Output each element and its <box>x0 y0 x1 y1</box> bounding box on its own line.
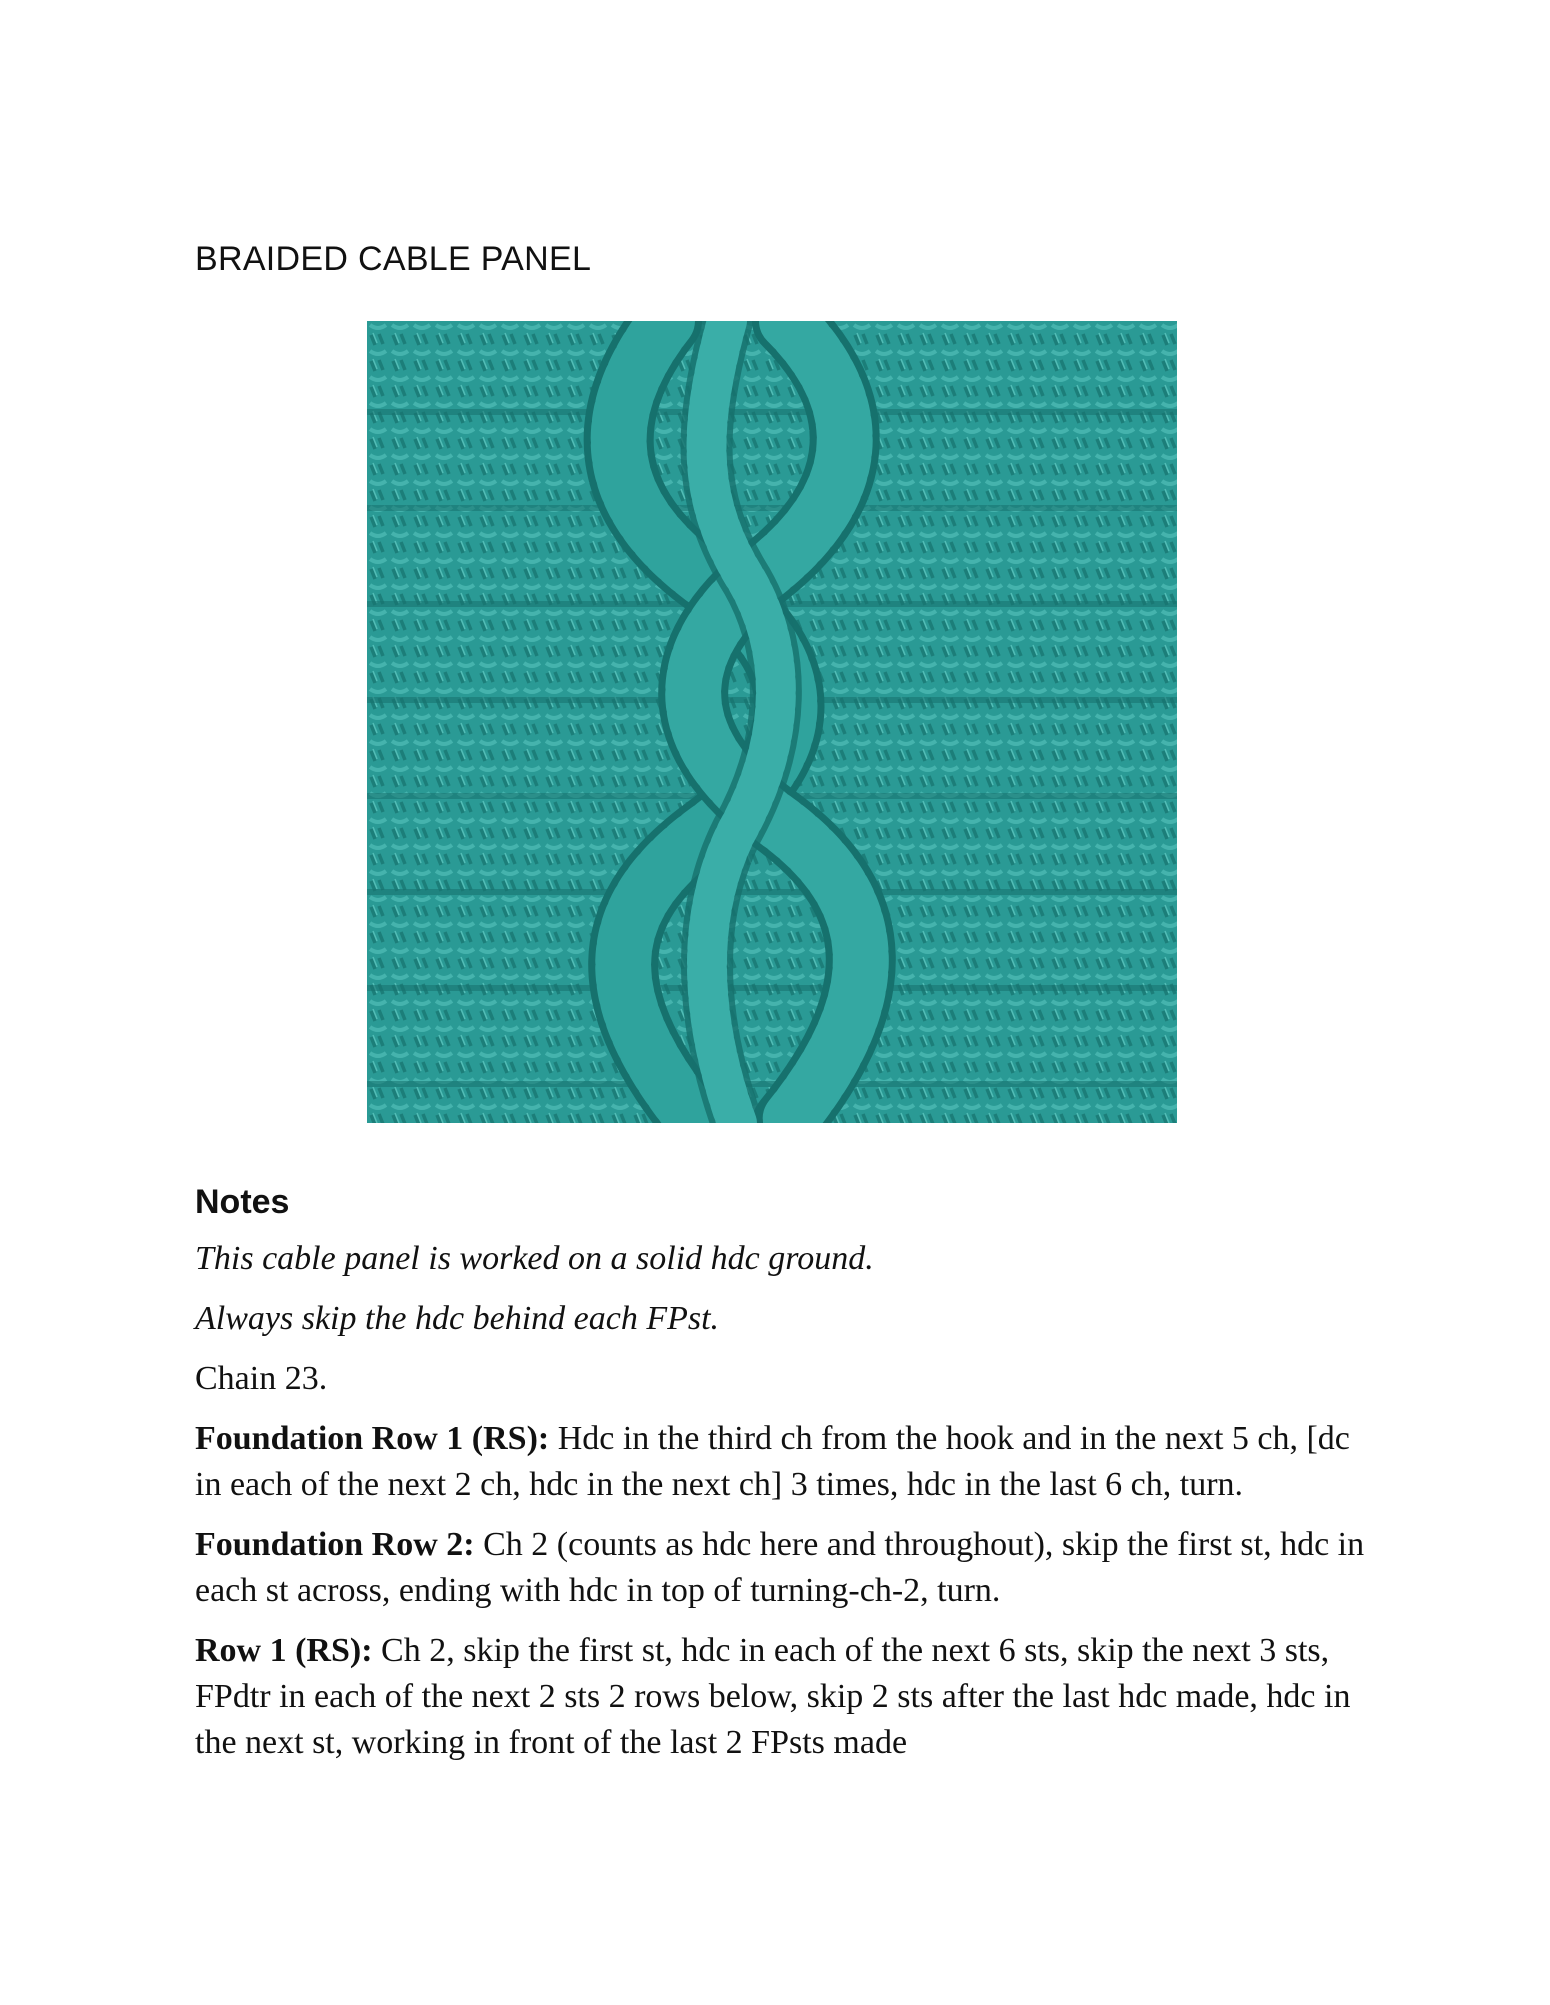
pattern-instructions <box>195 1236 1375 1780</box>
row-label: Foundation Row 2: <box>195 1526 475 1563</box>
row-instruction <box>195 1416 1375 1508</box>
row-label: Foundation Row 1 (RS): <box>195 1420 550 1457</box>
row-label: Row 1 (RS): <box>195 1632 373 1669</box>
row-instruction <box>195 1628 1375 1766</box>
row-text: Hdc in the third ch from the hook and in the next 5 ch, [dc in each of the next 2 ch, hdc in the next ch] 3 times, hdc in the last 6 ch, turn. <box>195 1420 1350 1503</box>
notes-heading: Notes <box>195 1183 290 1221</box>
page-title: BRAIDED CABLE PANEL <box>195 240 592 278</box>
note-line: Always skip the hdc behind each FPst. <box>195 1300 720 1337</box>
braided-cable-swatch-photo <box>367 321 1177 1123</box>
note-line: This cable panel is worked on a solid hdc ground. <box>195 1240 874 1277</box>
row-text: Ch 2, skip the first st, hdc in each of the next 6 sts, skip the next 3 sts, FPdtr in each of the next 2 sts 2 rows below, skip 2 sts after the last hdc made, hdc in the next st, working in front of the last 2 FPsts made <box>195 1632 1351 1761</box>
swatch-illustration <box>367 321 1177 1123</box>
row-text: Ch 2 (counts as hdc here and throughout), skip the first st, hdc in each st across, ending with hdc in top of turning-ch-2, turn. <box>195 1526 1365 1609</box>
chain-instruction: Chain 23. <box>195 1360 328 1397</box>
row-instruction <box>195 1522 1375 1614</box>
